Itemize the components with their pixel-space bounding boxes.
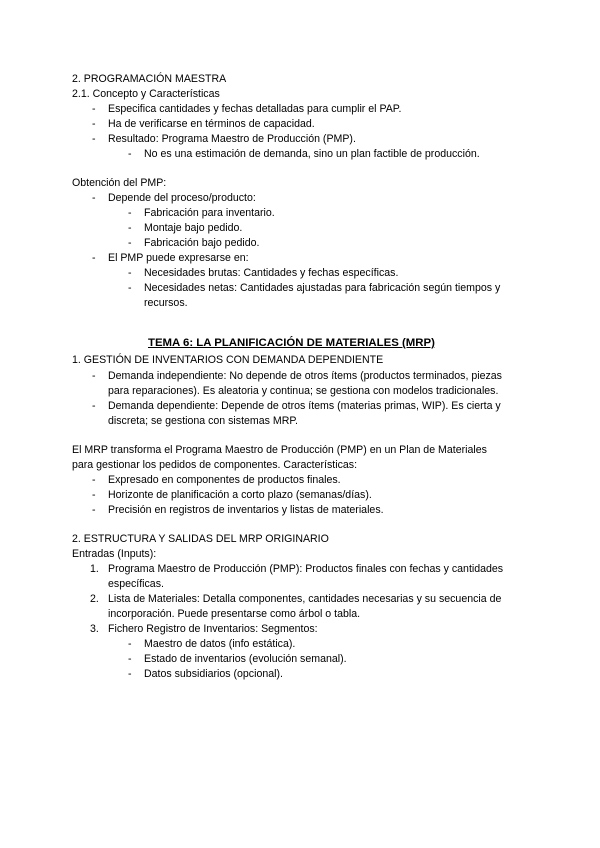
sub-list-item-continued: recursos. — [144, 297, 188, 309]
list-item: Expresado en componentes de productos finales. — [108, 474, 341, 486]
bullet-dash: - — [92, 192, 96, 204]
list-item: Demanda independiente: No depende de otros ítems (productos terminados, piezas — [108, 370, 502, 382]
sub-list-item: Estado de inventarios (evolución semanal). — [144, 653, 347, 665]
list-item: Precisión en registros de inventarios y listas de materiales. — [108, 504, 384, 516]
list-number: 3. — [90, 623, 99, 635]
bullet-dash: - — [128, 638, 132, 650]
sub-list-item: Necesidades netas: Cantidades ajustadas para fabricación según tiempos y — [144, 282, 501, 294]
list-item: Resultado: Programa Maestro de Producción (PMP). — [108, 133, 356, 145]
page-title: TEMA 6: LA PLANIFICACIÓN DE MATERIALES (MRP) — [148, 337, 435, 349]
section-heading: 1. GESTIÓN DE INVENTARIOS CON DEMANDA DEPENDIENTE — [72, 354, 384, 366]
bullet-dash: - — [92, 370, 96, 382]
bullet-dash: - — [128, 237, 132, 249]
section-heading: 2. PROGRAMACIÓN MAESTRA — [72, 73, 227, 85]
bullet-dash: - — [92, 133, 96, 145]
sub-list-item: No es una estimación de demanda, sino un plan factible de producción. — [144, 148, 480, 160]
numbered-item-continued: incorporación. Puede presentarse como árbol o tabla. — [108, 608, 361, 620]
numbered-item: Fichero Registro de Inventarios: Segmentos: — [108, 623, 318, 635]
sub-list-item: Montaje bajo pedido. — [144, 222, 243, 234]
list-item-continued: discreta; se gestiona con sistemas MRP. — [108, 415, 298, 427]
bullet-dash: - — [128, 282, 132, 294]
sub-list-item: Datos subsidiarios (opcional). — [144, 668, 283, 680]
bullet-dash: - — [92, 489, 96, 501]
bullet-dash: - — [128, 668, 132, 680]
list-number: 1. — [90, 563, 99, 575]
sub-list-item: Maestro de datos (info estática). — [144, 638, 296, 650]
list-item: Especifica cantidades y fechas detalladas para cumplir el PAP. — [108, 103, 402, 115]
list-item: Demanda dependiente: Depende de otros ítems (materias primas, WIP). Es cierta y — [108, 400, 501, 412]
bullet-dash: - — [128, 207, 132, 219]
bullet-dash: - — [128, 148, 132, 160]
paragraph-heading: Obtención del PMP: — [72, 177, 167, 189]
bullet-dash: - — [92, 118, 96, 130]
list-item: El PMP puede expresarse en: — [108, 252, 249, 264]
numbered-item: Programa Maestro de Producción (PMP): Productos finales con fechas y cantidades — [108, 563, 504, 575]
bullet-dash: - — [128, 222, 132, 234]
paragraph: para gestionar los pedidos de componentes. Características: — [72, 459, 358, 471]
section-heading: 2. ESTRUCTURA Y SALIDAS DEL MRP ORIGINARIO — [72, 533, 329, 545]
list-item: Ha de verificarse en términos de capacidad. — [108, 118, 315, 130]
sub-list-item: Fabricación para inventario. — [144, 207, 275, 219]
bullet-dash: - — [92, 400, 96, 412]
numbered-item-continued: específicas. — [108, 578, 164, 590]
numbered-item: Lista de Materiales: Detalla componentes, cantidades necesarias y su secuencia de — [108, 593, 502, 605]
sub-list-item: Necesidades brutas: Cantidades y fechas específicas. — [144, 267, 399, 279]
sub-list-item: Fabricación bajo pedido. — [144, 237, 260, 249]
bullet-dash: - — [92, 474, 96, 486]
bullet-dash: - — [128, 653, 132, 665]
list-item: Depende del proceso/producto: — [108, 192, 256, 204]
bullet-dash: - — [92, 103, 96, 115]
bullet-dash: - — [128, 267, 132, 279]
list-item-continued: para reparaciones). Es aleatoria y continua; se gestiona con modelos tradicionales. — [108, 385, 499, 397]
bullet-dash: - — [92, 504, 96, 516]
paragraph-heading: Entradas (Inputs): — [72, 548, 157, 560]
bullet-dash: - — [92, 252, 96, 264]
list-number: 2. — [90, 593, 99, 605]
subsection-heading: 2.1. Concepto y Características — [72, 88, 220, 100]
list-item: Horizonte de planificación a corto plazo (semanas/días). — [108, 489, 372, 501]
paragraph: El MRP transforma el Programa Maestro de Producción (PMP) en un Plan de Materiales — [72, 444, 487, 456]
